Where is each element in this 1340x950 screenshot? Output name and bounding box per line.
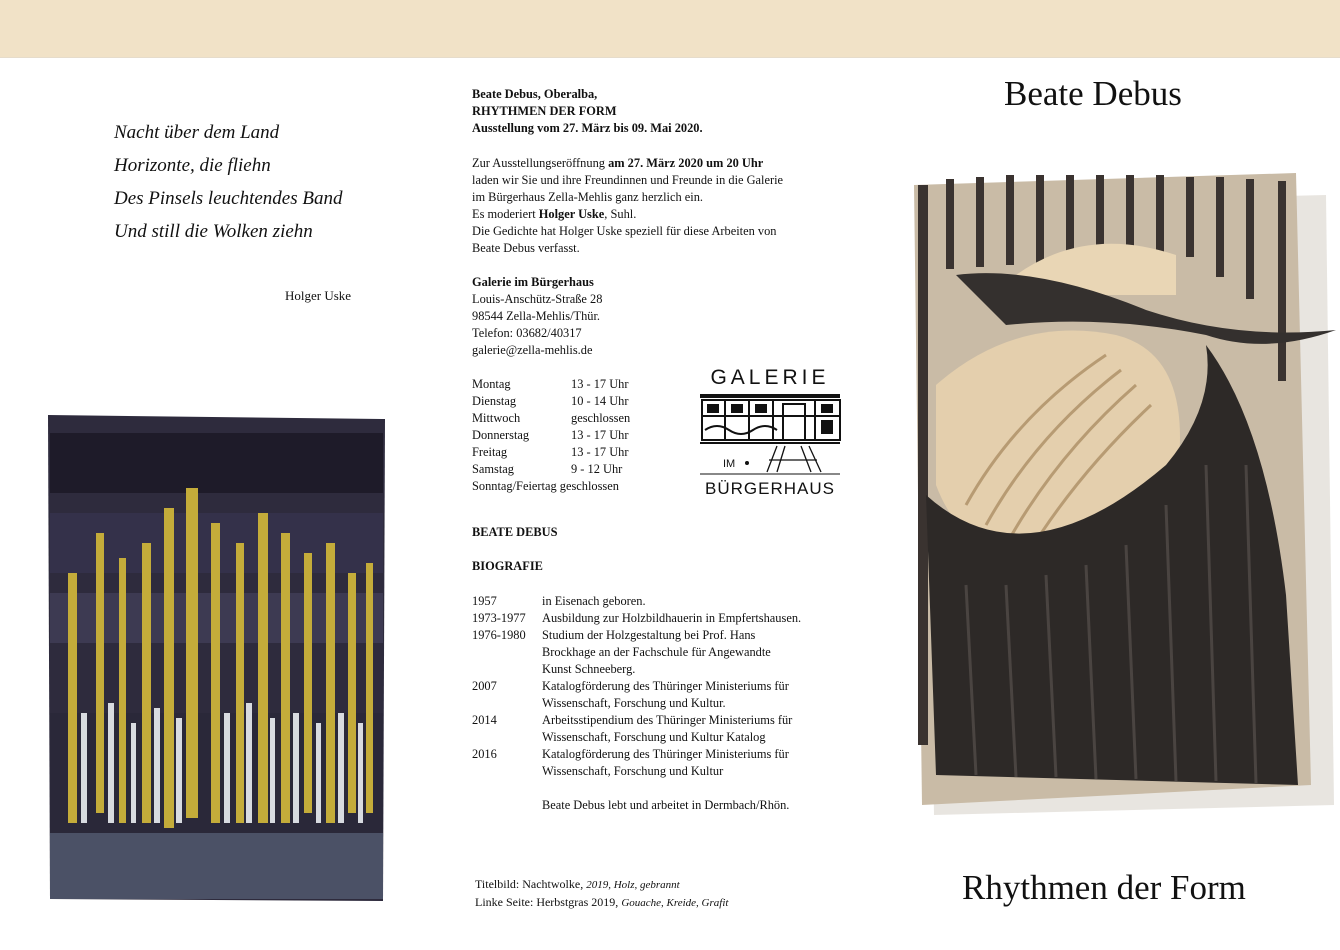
hours-row: Samstag 9 - 12 Uhr (472, 462, 623, 476)
poem-line: Des Pinsels leuchtendes Band (114, 188, 343, 209)
hours-row: Freitag 13 - 17 Uhr (472, 445, 629, 459)
gallery-name: Galerie im Bürgerhaus (472, 275, 594, 289)
poem-author: Holger Uske (285, 288, 352, 303)
hours-row: Sonntag/Feiertag geschlossen (472, 479, 619, 493)
image-captions (475, 876, 728, 912)
top-color-band (0, 0, 1340, 57)
gallery-phone: Telefon: 03682/40317 (472, 326, 582, 340)
nachtwolke-sculpture-image (906, 165, 1340, 835)
gallery-address (472, 274, 602, 359)
top-divider (0, 57, 1340, 58)
cover-title: Beate Debus (1004, 74, 1182, 113)
galerie-im-buergerhaus-logo (697, 364, 843, 498)
hours-row: Montag 13 - 17 Uhr (472, 377, 629, 391)
bio-entry: 1957 in Eisenach geboren. (472, 594, 646, 608)
hours-row: Donnerstag 13 - 17 Uhr (472, 428, 629, 442)
hours-row: Dienstag 10 - 14 Uhr (472, 394, 629, 408)
bio-entry: 2016 Katalogförderung des Thüringer Ministeriums für Wissenschaft, Forschung und Kultur (472, 747, 789, 778)
exhibition-heading: Beate Debus, Oberalba, RHYTHMEN DER FORM Ausstellung vom 27. März bis 09. Mai 2020. (472, 87, 703, 135)
bio-entry: 1976-1980 Studium der Holzgestaltung bei Prof. Hans Brockhage an der Fachschule für Angewandte Kunst Schneeberg. (472, 628, 771, 676)
logo-top-text: GALERIE (710, 366, 830, 389)
poem-line: Nacht über dem Land (114, 122, 280, 143)
poem-line: Horizonte, die fliehn (114, 155, 271, 176)
gallery-email: galerie@zella-mehlis.de (472, 343, 593, 357)
caption-title-image: Titelbild: Nachtwolke, 2019, Holz, gebrannt (475, 877, 680, 891)
biography-closing: Beate Debus lebt und arbeitet in Dermbach/Rhön. (542, 798, 790, 812)
bio-entry: 2014 Arbeitsstipendium des Thüringer Ministeriums für Wissenschaft, Forschung und Kultur Katalog (472, 713, 793, 744)
poem-line: Und still die Wolken ziehn (114, 221, 313, 242)
opening-hours (472, 376, 630, 495)
cover-subtitle: Rhythmen der Form (962, 868, 1246, 907)
poem (114, 116, 414, 248)
herbstgras-artwork-image (46, 413, 388, 903)
hours-row: Mittwoch geschlossen (472, 411, 631, 425)
logo-middle-text: IM (723, 458, 736, 470)
biography-heading: BIOGRAFIE (472, 559, 543, 573)
biography-list (472, 593, 852, 780)
gallery-city: 98544 Zella-Mehlis/Thür. (472, 309, 601, 323)
logo-bottom-text: BÜRGERHAUS (705, 479, 835, 498)
invitation-text: Zur Ausstellungseröffnung am 27. März 2020 um 20 Uhr laden wir Sie und ihre Freundinnen und Freunde in die Galerie im Bürgerhaus Zella-Mehlis ganz herzlich ein. Es moderiert Holger Uske, Suhl. Die Gedichte hat Holger Uske speziell für diese Arbeiten von Beate Debus verfasst. (472, 156, 784, 255)
bio-entry: 2007 Katalogförderung des Thüringer Ministeriums für Wissenschaft, Forschung und Kultur. (472, 679, 789, 710)
bio-entry: 1973-1977 Ausbildung zur Holzbildhauerin in Empfertshausen. (472, 611, 802, 625)
caption-left-image: Linke Seite: Herbstgras 2019, Gouache, Kreide, Grafit (475, 895, 729, 909)
gallery-street: Louis-Anschütz-Straße 28 (472, 292, 603, 306)
artist-heading: BEATE DEBUS (472, 525, 558, 539)
